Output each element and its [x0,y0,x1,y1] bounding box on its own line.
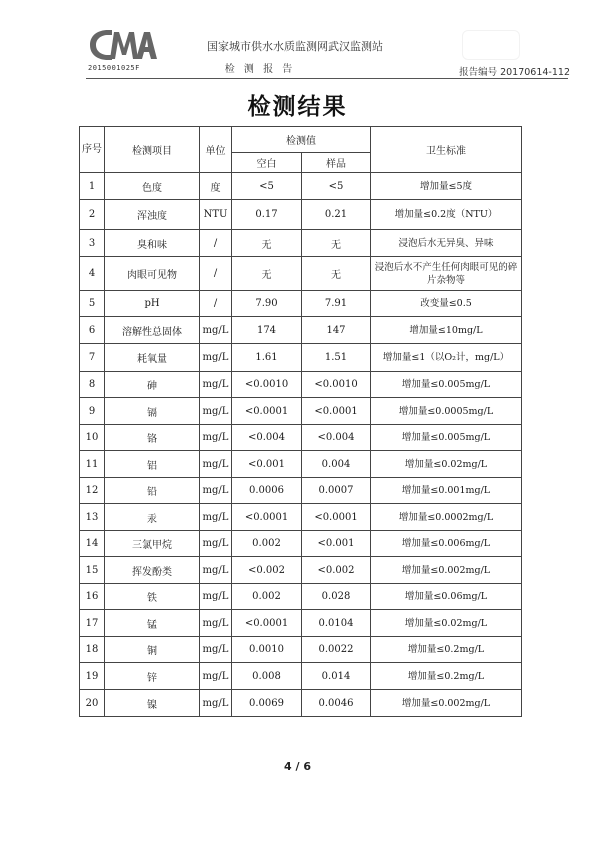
table-row [80,557,522,584]
cell-standard: 增加量≤0.02mg/L [371,451,522,478]
header-standard: 卫生标准 [371,127,522,173]
cell-standard: 增加量≤0.006mg/L [371,531,522,557]
cell-standard: 改变量≤0.5 [371,291,522,317]
cell-blank: <0.0010 [232,372,302,398]
table-row [80,610,522,637]
table-row [80,690,522,717]
table-row [80,663,522,690]
cell-blank: 无 [232,257,302,291]
cell-blank: <0.002 [232,557,302,584]
cell-sample: 无 [302,257,371,291]
cell-sample: 0.21 [302,200,371,230]
table-row [80,478,522,504]
cell-blank: <0.001 [232,451,302,478]
header-blank: 空白 [232,153,302,173]
cell-no: 3 [80,230,105,257]
cell-unit: / [200,257,232,291]
cell-unit: mg/L [200,344,232,372]
cell-no: 19 [80,663,105,690]
cell-standard: 增加量≤0.2mg/L [371,663,522,690]
cell-no: 10 [80,425,105,451]
cell-no: 20 [80,690,105,717]
cell-no: 12 [80,478,105,504]
cell-item: 砷 [105,372,200,398]
cell-unit: mg/L [200,557,232,584]
cell-no: 9 [80,398,105,425]
cell-unit: mg/L [200,478,232,504]
cell-unit: mg/L [200,690,232,717]
cell-unit: mg/L [200,504,232,531]
cell-sample: 1.51 [302,344,371,372]
cell-item: 锌 [105,663,200,690]
cell-no: 4 [80,257,105,291]
header-no: 序号 [80,127,105,173]
table-row [80,372,522,398]
table-row [80,291,522,317]
cell-standard: 增加量≤0.2度（NTU） [371,200,522,230]
cell-item: 镍 [105,690,200,717]
cell-item: 汞 [105,504,200,531]
cell-item: 铝 [105,451,200,478]
cell-sample: 147 [302,317,371,344]
cell-no: 5 [80,291,105,317]
cell-sample: <0.002 [302,557,371,584]
cell-item: 臭和味 [105,230,200,257]
cell-no: 17 [80,610,105,637]
table-row [80,425,522,451]
cell-standard: 增加量≤5度 [371,173,522,200]
cell-unit: mg/L [200,610,232,637]
cell-unit: mg/L [200,584,232,610]
report-type: 检 测 报 告 [224,64,296,75]
cell-standard: 增加量≤0.002mg/L [371,690,522,717]
cell-sample: <0.0001 [302,398,371,425]
cell-standard: 增加量≤10mg/L [371,317,522,344]
cell-blank: <0.0001 [232,398,302,425]
organization-name: 国家城市供水水质监测网武汉监测站 [207,40,383,53]
cell-standard: 增加量≤0.0002mg/L [371,504,522,531]
cell-blank: 0.17 [232,200,302,230]
cell-blank: <5 [232,173,302,200]
cell-unit: mg/L [200,451,232,478]
cell-item: 耗氧量 [105,344,200,372]
cell-item: 锰 [105,610,200,637]
table-row [80,173,522,200]
cell-unit: mg/L [200,663,232,690]
cell-item: 肉眼可见物 [105,257,200,291]
table-row [80,200,522,230]
cell-sample: 0.0022 [302,637,371,663]
cell-no: 7 [80,344,105,372]
cell-standard: 增加量≤0.2mg/L [371,637,522,663]
cell-sample: 0.014 [302,663,371,690]
cell-item: 三氯甲烷 [105,531,200,557]
cell-blank: 0.008 [232,663,302,690]
cell-item: 铅 [105,478,200,504]
cell-sample: 7.91 [302,291,371,317]
cell-standard: 增加量≤0.005mg/L [371,372,522,398]
cell-item: 溶解性总固体 [105,317,200,344]
cell-blank: <0.004 [232,425,302,451]
table-row [80,317,522,344]
cell-unit: mg/L [200,372,232,398]
cell-item: 铬 [105,425,200,451]
report-number: 报告编号 20170614-112 [459,67,570,78]
table-row [80,504,522,531]
cell-blank: 0.002 [232,584,302,610]
cma-logo-icon [88,28,158,62]
cell-blank: 0.0069 [232,690,302,717]
cell-item: 铁 [105,584,200,610]
cell-blank: 0.002 [232,531,302,557]
cell-no: 14 [80,531,105,557]
cell-item: 色度 [105,173,200,200]
cell-unit: mg/L [200,317,232,344]
cell-item: pH [105,291,200,317]
header-value: 检测值 [232,127,371,153]
cell-item: 铜 [105,637,200,663]
header-item: 检测项目 [105,127,200,173]
cell-standard: 增加量≤0.0005mg/L [371,398,522,425]
cell-no: 13 [80,504,105,531]
cell-blank: 无 [232,230,302,257]
cell-sample: 0.0046 [302,690,371,717]
cell-sample: 无 [302,230,371,257]
table-row [80,584,522,610]
table-row [80,344,522,372]
table-row [80,257,522,291]
cell-standard: 浸泡后水不产生任何肉眼可见的碎片杂物等 [371,257,522,291]
table-row [80,451,522,478]
cell-standard: 浸泡后水无异臭、异味 [371,230,522,257]
cell-unit: / [200,230,232,257]
cell-sample: 0.004 [302,451,371,478]
cell-no: 1 [80,173,105,200]
cell-unit: mg/L [200,398,232,425]
results-table [79,126,522,717]
cma-number: 2015001025F [88,64,140,72]
cell-standard: 增加量≤0.002mg/L [371,557,522,584]
cell-sample: 0.0104 [302,610,371,637]
cell-no: 18 [80,637,105,663]
cell-item: 挥发酚类 [105,557,200,584]
cell-standard: 增加量≤1（以O₂计，mg/L） [371,344,522,372]
cell-standard: 增加量≤0.02mg/L [371,610,522,637]
cell-sample: <0.001 [302,531,371,557]
cell-blank: <0.0001 [232,504,302,531]
cell-unit: NTU [200,200,232,230]
header-sample: 样品 [302,153,371,173]
header-divider [86,78,568,79]
cell-sample: 0.0007 [302,478,371,504]
cell-blank: 0.0006 [232,478,302,504]
cell-no: 8 [80,372,105,398]
table-row [80,531,522,557]
cell-item: 镉 [105,398,200,425]
cell-unit: mg/L [200,425,232,451]
cell-item: 浑浊度 [105,200,200,230]
cell-unit: / [200,291,232,317]
cell-standard: 增加量≤0.001mg/L [371,478,522,504]
cell-blank: <0.0001 [232,610,302,637]
table-row [80,230,522,257]
cell-no: 15 [80,557,105,584]
cell-no: 11 [80,451,105,478]
page-number: 4 / 6 [284,760,311,773]
cell-sample: <5 [302,173,371,200]
faint-stamp [462,30,520,60]
cell-standard: 增加量≤0.06mg/L [371,584,522,610]
cma-logo [88,28,158,62]
table-row [80,637,522,663]
cell-unit: 度 [200,173,232,200]
cell-no: 16 [80,584,105,610]
cell-blank: 0.0010 [232,637,302,663]
cell-unit: mg/L [200,531,232,557]
table-row [80,398,522,425]
cell-sample: <0.004 [302,425,371,451]
cell-standard: 增加量≤0.005mg/L [371,425,522,451]
cell-sample: <0.0001 [302,504,371,531]
cell-no: 2 [80,200,105,230]
cell-sample: <0.0010 [302,372,371,398]
cell-blank: 1.61 [232,344,302,372]
page-title: 检测结果 [247,93,348,120]
cell-sample: 0.028 [302,584,371,610]
header-unit: 单位 [200,127,232,173]
cell-no: 6 [80,317,105,344]
cell-blank: 174 [232,317,302,344]
cell-unit: mg/L [200,637,232,663]
cell-blank: 7.90 [232,291,302,317]
